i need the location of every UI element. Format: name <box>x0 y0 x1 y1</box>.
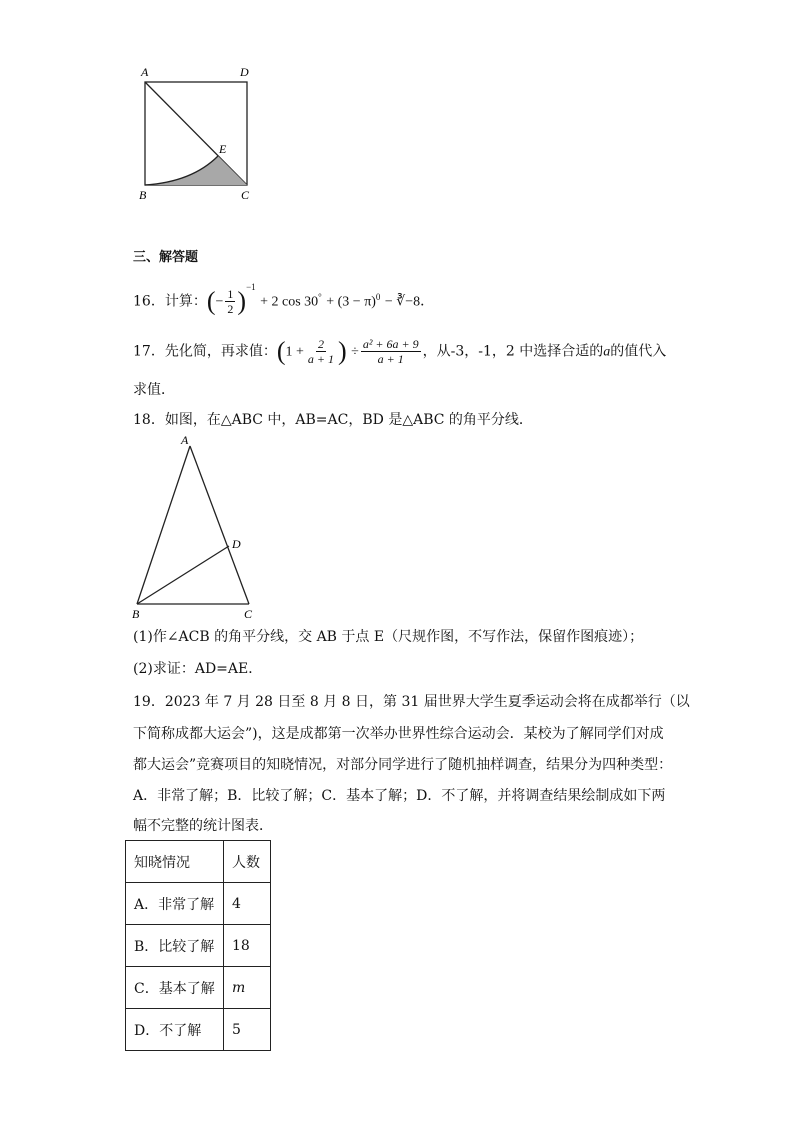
question-16: 16．计算：(− $\frac{1}{2}$ )$^{-1}$ + 2 $\cos 30^\circ + (3 - \pi)^0$ − ∛−8． <box>133 282 435 317</box>
label-d: D <box>240 65 249 79</box>
survey-table <box>125 840 271 1051</box>
label-b: B <box>139 188 147 202</box>
label-c: C <box>244 607 253 621</box>
table-header-row <box>126 841 271 883</box>
label-b: B <box>132 607 140 621</box>
square-figure <box>130 60 270 210</box>
table-cell: C．基本了解 <box>126 967 224 1009</box>
q17-fraction-2 <box>361 337 421 366</box>
table-row <box>126 1009 271 1051</box>
q19-line-4: A．非常了解；B．比较了解；C．基本了解；D．不了解，并将调查结果绘制成如下两 <box>133 788 666 804</box>
q17-var: a <box>603 344 611 360</box>
q19-line-2: 下简称成都大运会”)，这是成都第一次举办世界性综合运动会．某校为了解同学们对成 <box>133 726 664 742</box>
table-cell: A．非常了解 <box>126 883 224 925</box>
q17-suffix2: 的值代入 <box>610 343 667 360</box>
table-cell: 5 <box>224 1009 271 1051</box>
q17-frac2-den: a + 1 <box>377 352 404 366</box>
q17-prefix: 17．先化简，再求值： <box>133 343 277 360</box>
q16-end: ． <box>420 293 435 310</box>
q18-sub1: (1)作∠ACB 的角平分线，交 AB 于点 E（尺规作图，不写作法，保留作图痕迹）； <box>133 629 644 645</box>
q16-fraction <box>225 287 235 316</box>
q19-line-1: 19．2023 年 7 月 28 日至 8 月 8 日，第 31 届世界大学生夏季运动会将在成都举行（以 <box>133 694 690 710</box>
q19-line-3: 都大运会”竞赛项目的知晓情况，对部分同学进行了随机抽样调查，结果分为四种类型： <box>133 757 673 773</box>
table-cell: 18 <box>224 925 271 967</box>
q16-deg: ° <box>318 292 322 302</box>
q17-line2: 求值． <box>133 382 175 398</box>
table-row <box>126 883 271 925</box>
q18-sub2: (2)求证：AD=AE． <box>133 661 263 677</box>
q17-frac1-den: a + 1 <box>307 352 335 366</box>
q16-prefix: 16．计算： <box>133 293 207 310</box>
q16-frac-den: 2 <box>227 302 234 317</box>
table-cell: B．比较了解 <box>126 925 224 967</box>
triangle-figure <box>128 432 268 622</box>
table-cell: D．不了解 <box>126 1009 224 1051</box>
q19-line-5: 幅不完整的统计图表． <box>133 818 273 834</box>
q17-fraction-1 <box>306 337 336 366</box>
table-row <box>126 925 271 967</box>
q16-exp0: 0 <box>375 292 381 302</box>
diagonal-ac <box>145 82 247 185</box>
q18-stem: 18．如图，在△ABC 中，AB=AC，BD 是△ABC 的角平分线． <box>133 412 533 428</box>
q16-part3: + (3 − π) <box>326 294 376 310</box>
label-d: D <box>232 537 241 551</box>
q17-suffix: ，从-3，-1，2 中选择合适的 <box>422 343 604 360</box>
q17-frac2-num: a² + 6a + 9 <box>362 337 419 351</box>
question-17: 17．先化简，再求值：(1 + $\frac{2}{a + 1}$ ) ÷ $\frac{\text{a² + 6a + 9}}{a + 1}$ ，从-3，-1，2 中选择合适的a的值代入 <box>133 336 667 366</box>
q16-frac-num: 1 <box>227 287 234 302</box>
section-title: 三、解答题 <box>133 250 199 265</box>
table-cell: m <box>224 967 271 1009</box>
table-header: 知晓情况 <box>126 841 224 883</box>
side-ab <box>137 446 190 604</box>
bisector-bd <box>137 546 229 604</box>
q16-part4: − ∛−8 <box>384 294 421 310</box>
table-row <box>126 967 271 1009</box>
table-cell: 4 <box>224 883 271 925</box>
q16-exp1: −1 <box>246 282 256 292</box>
table-header: 人数 <box>224 841 271 883</box>
label-a: A <box>181 433 189 447</box>
q16-part2: + 2 cos 30 <box>260 294 319 310</box>
q17-frac1-num: 2 <box>317 337 324 351</box>
label-a: A <box>141 65 149 79</box>
shaded-region <box>145 156 247 185</box>
side-ac <box>190 446 249 604</box>
label-e: E <box>219 142 227 156</box>
label-c: C <box>241 188 250 202</box>
